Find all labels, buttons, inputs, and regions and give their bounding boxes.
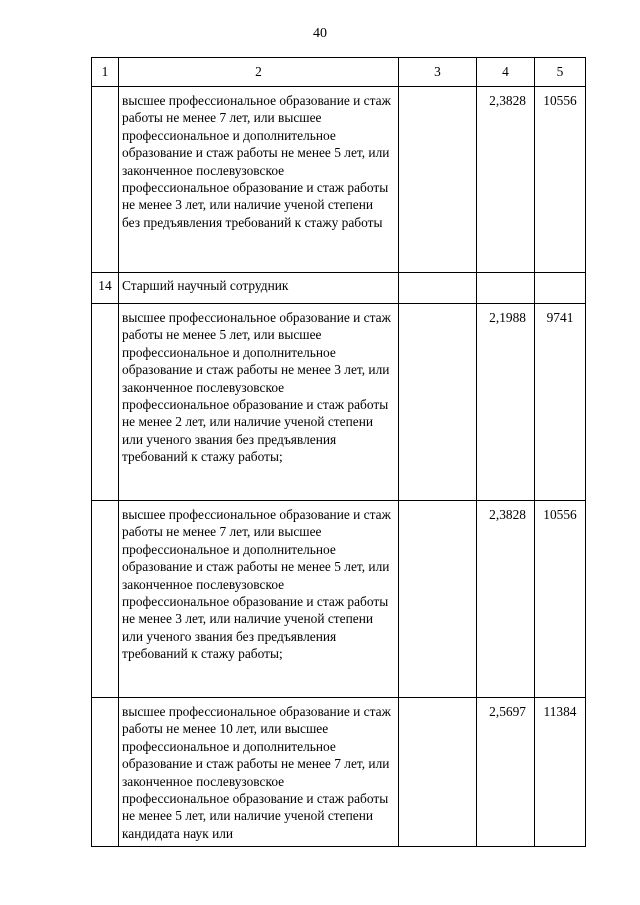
requirement-text: высшее профессиональное образование и стаж работы не менее 5 лет, или высшее профессиональное и дополнительное образование и стаж работы не менее 3 лет, или законченное послевузовское профессиональное образование и стаж работы не менее 2 лет, или наличие ученой степени или ученого звания без предъявления требований к стажу работы; xyxy=(119,304,399,501)
header-cell-2: 2 xyxy=(119,58,399,87)
header-cell-3: 3 xyxy=(399,58,477,87)
column-3-cell xyxy=(399,304,477,501)
table-row xyxy=(92,501,586,698)
table-header-row xyxy=(92,58,586,87)
salary-table xyxy=(91,57,586,847)
page-number: 40 xyxy=(313,26,327,41)
requirement-text: высшее профессиональное образование и стаж работы не менее 7 лет, или высшее профессиональное и дополнительное образование и стаж работы не менее 5 лет, или законченное послевузовское профессиональное образование и стаж работы не менее 3 лет, или наличие ученой степени или ученого звания без предъявления требований к стажу работы; xyxy=(119,501,399,698)
table-row xyxy=(92,698,586,847)
column-3-cell xyxy=(399,698,477,847)
column-3-cell xyxy=(399,273,477,304)
salary: 11384 xyxy=(535,698,586,847)
column-3-cell xyxy=(399,501,477,698)
table-row xyxy=(92,273,586,304)
salary: 9741 xyxy=(535,304,586,501)
requirement-text: высшее профессиональное образование и стаж работы не менее 7 лет, или высшее профессиональное и дополнительное образование и стаж работы не менее 5 лет, или законченное послевузовское профессиональное образование и стаж работы не менее 3 лет, или наличие ученой степени без предъявления требований к стажу работы xyxy=(119,87,399,273)
coefficient: 2,5697 xyxy=(477,698,535,847)
position-title: Старший научный сотрудник xyxy=(119,273,399,304)
salary: 10556 xyxy=(535,87,586,273)
salary: 10556 xyxy=(535,501,586,698)
header-cell-5: 5 xyxy=(535,58,586,87)
header-cell-1: 1 xyxy=(92,58,119,87)
row-number: 14 xyxy=(92,273,119,304)
row-number xyxy=(92,698,119,847)
row-number xyxy=(92,87,119,273)
column-3-cell xyxy=(399,87,477,273)
header-cell-4: 4 xyxy=(477,58,535,87)
table-row xyxy=(92,304,586,501)
requirement-text: высшее профессиональное образование и стаж работы не менее 10 лет, или высшее профессиональное и дополнительное образование и стаж работы не менее 7 лет, или законченное послевузовское профессиональное образование и стаж работы не менее 5 лет, или наличие ученой степени кандидата наук или xyxy=(119,698,399,847)
row-number xyxy=(92,304,119,501)
coefficient xyxy=(477,273,535,304)
coefficient: 2,3828 xyxy=(477,501,535,698)
table-row xyxy=(92,87,586,273)
row-number xyxy=(92,501,119,698)
coefficient: 2,3828 xyxy=(477,87,535,273)
coefficient: 2,1988 xyxy=(477,304,535,501)
salary xyxy=(535,273,586,304)
